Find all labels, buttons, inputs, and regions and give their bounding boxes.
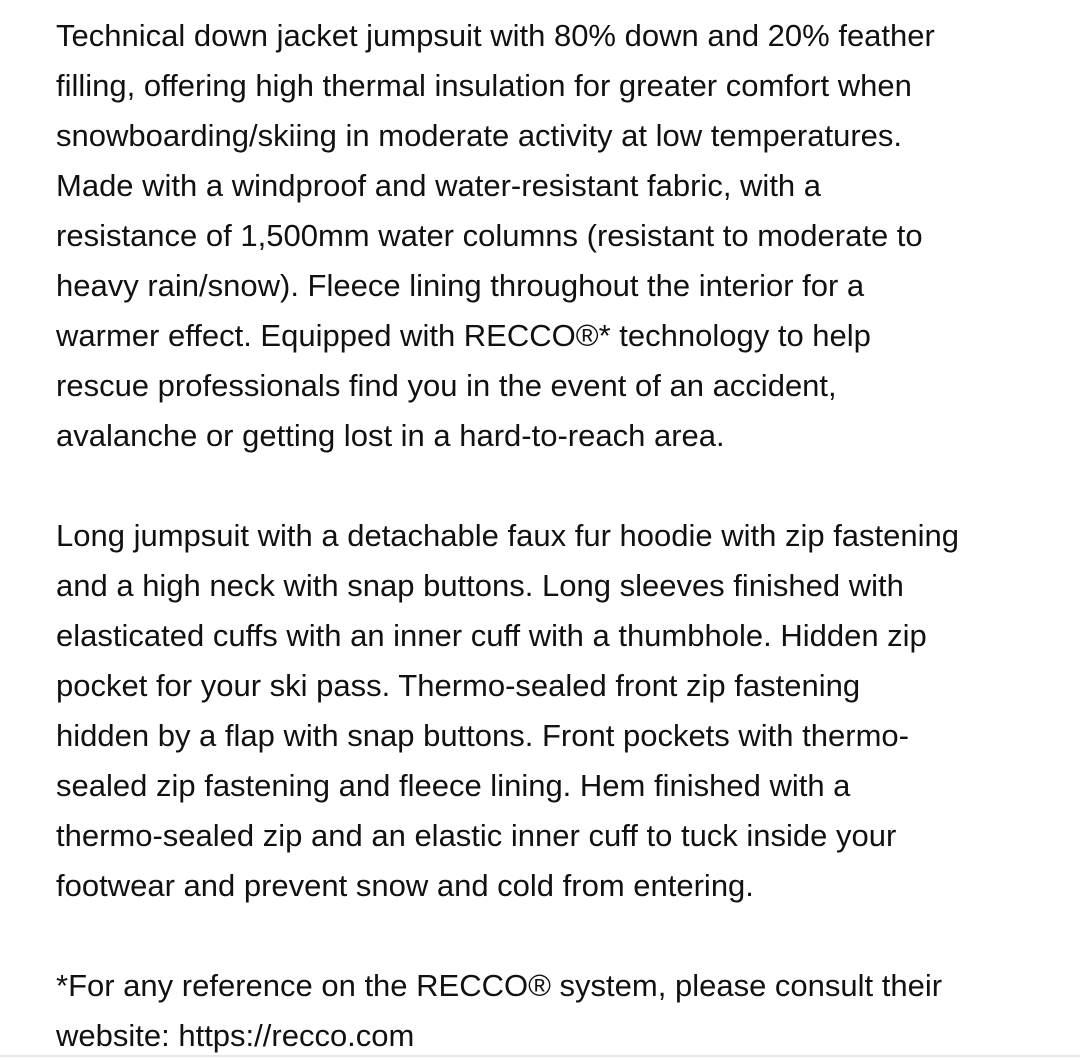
description-paragraph-features: [56, 511, 1046, 911]
text-line: heavy rain/snow). Fleece lining throughout the interior for a: [56, 268, 865, 303]
text-line: snowboarding/skiing in moderate activity at low temperatures.: [56, 118, 903, 153]
text-line: rescue professionals find you in the event of an accident,: [56, 368, 837, 403]
text-line: filling, offering high thermal insulation for greater comfort when: [56, 68, 912, 103]
text-line: Technical down jacket jumpsuit with 80% down and 20% feather: [56, 18, 935, 53]
text-line: pocket for your ski pass. Thermo-sealed front zip fastening: [56, 668, 861, 703]
text-line: Long jumpsuit with a detachable faux fur hoodie with zip fastening: [56, 518, 960, 553]
text-line: resistance of 1,500mm water columns (resistant to moderate to: [56, 218, 923, 253]
paragraph-spacer: [56, 911, 1046, 961]
text-line: hidden by a flap with snap buttons. Front pockets with thermo-: [56, 718, 909, 753]
text-line: footwear and prevent snow and cold from entering.: [56, 868, 754, 903]
text-line: thermo-sealed zip and an elastic inner cuff to tuck inside your: [56, 818, 897, 853]
description-paragraph-technical: [56, 11, 1046, 461]
text-line: Made with a windproof and water-resistant fabric, with a: [56, 168, 822, 203]
text-line: sealed zip fastening and fleece lining. Hem finished with a: [56, 768, 851, 803]
description-paragraph-recco-note: [56, 961, 1046, 1061]
paragraph-spacer: [56, 461, 1046, 511]
text-line: and a high neck with snap buttons. Long sleeves finished with: [56, 568, 904, 603]
text-line: website: https://recco.com: [56, 1018, 415, 1053]
product-description: [56, 11, 1046, 1061]
text-line: avalanche or getting lost in a hard-to-reach area.: [56, 418, 725, 453]
text-line: *For any reference on the RECCO® system, please consult their: [56, 968, 943, 1003]
text-line: warmer effect. Equipped with RECCO®* technology to help: [56, 318, 871, 353]
text-line: elasticated cuffs with an inner cuff with a thumbhole. Hidden zip: [56, 618, 927, 653]
